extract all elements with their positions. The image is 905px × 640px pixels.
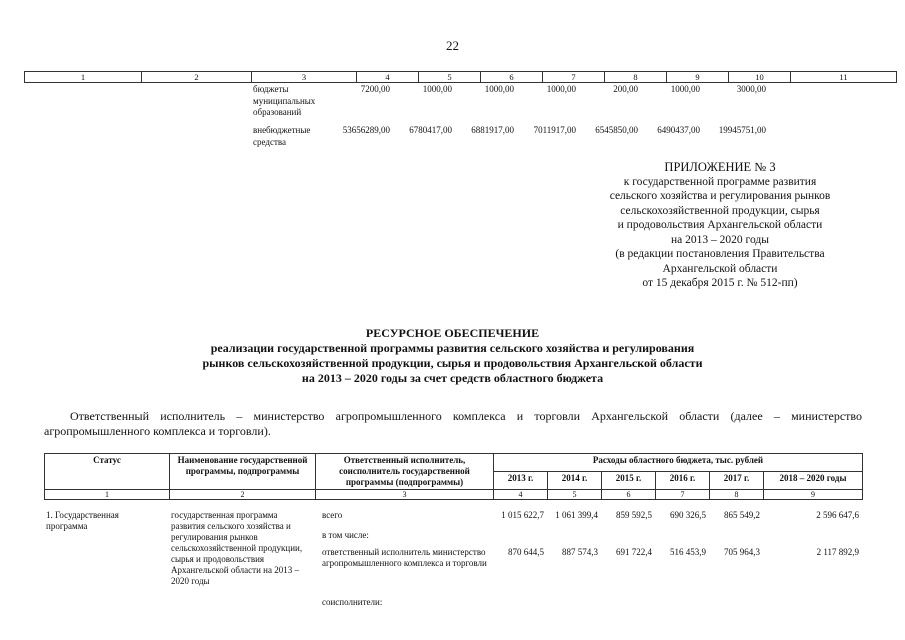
title-line: РЕСУРСНОЕ ОБЕСПЕЧЕНИЕ bbox=[365, 326, 540, 340]
value-cell: 859 592,5 bbox=[616, 510, 652, 520]
header-year: 2015 г. bbox=[602, 472, 656, 490]
col-num: 10 bbox=[729, 72, 791, 83]
appendix-line: и продовольствия Архангельской области bbox=[617, 219, 823, 231]
col-num: 5 bbox=[419, 72, 481, 83]
header-expenses: Расходы областного бюджета, тыс. рублей bbox=[494, 454, 863, 472]
col-num: 9 bbox=[764, 490, 863, 500]
cell-value: 6780417,00 bbox=[409, 125, 452, 135]
cell-value: 1000,00 bbox=[422, 84, 452, 94]
col-num: 2 bbox=[170, 490, 316, 500]
appendix-line: Архангельской области bbox=[662, 262, 778, 275]
cell-value: 7200,00 bbox=[360, 84, 390, 94]
col-num: 1 bbox=[45, 490, 170, 500]
col-num: 7 bbox=[543, 72, 605, 83]
value-cell: 865 549,2 bbox=[724, 510, 760, 520]
cell-value: 200,00 bbox=[613, 84, 638, 94]
col-num: 6 bbox=[481, 72, 543, 83]
header-status: Статус bbox=[45, 454, 170, 490]
cell-value: 53656289,00 bbox=[342, 125, 390, 135]
col-num: 9 bbox=[667, 72, 729, 83]
continuation-table-header bbox=[24, 71, 897, 83]
col-num: 11 bbox=[791, 72, 897, 83]
cell-value: 19945751,00 bbox=[718, 125, 766, 135]
executor-responsible: ответственный исполнитель министерство агропромышленного комплекса и торговли bbox=[322, 547, 487, 568]
executor-including: в том числе: bbox=[322, 530, 369, 540]
col-num: 2 bbox=[142, 72, 252, 83]
cell-value: 6545850,00 bbox=[595, 125, 638, 135]
row-label-offbudget: внебюджетные средства bbox=[253, 125, 311, 147]
title-line: реализации государственной программы развития сельского хозяйства и регулирования bbox=[210, 341, 695, 355]
col-num: 4 bbox=[357, 72, 419, 83]
status-cell: 1. Государственная программа bbox=[46, 510, 119, 531]
value-cell: 2 596 647,6 bbox=[816, 510, 859, 520]
appendix-line: на 2013 – 2020 годы bbox=[671, 233, 769, 246]
col-num: 8 bbox=[710, 490, 764, 500]
value-cell: 691 722,4 bbox=[616, 547, 652, 557]
col-num: 3 bbox=[316, 490, 494, 500]
appendix-line: сельскохозяйственной продукции, сырья bbox=[620, 204, 820, 217]
header-year: 2016 г. bbox=[656, 472, 710, 490]
cell-value: 7011917,00 bbox=[533, 125, 576, 135]
value-cell: 1 015 622,7 bbox=[501, 510, 544, 520]
appendix-line: от 15 декабря 2015 г. № 512-пп) bbox=[642, 277, 798, 289]
header-year: 2014 г. bbox=[548, 472, 602, 490]
page-number: 22 bbox=[446, 38, 459, 53]
cell-value: 6490437,00 bbox=[657, 125, 700, 135]
col-num: 1 bbox=[25, 72, 142, 83]
col-num: 7 bbox=[656, 490, 710, 500]
title-line: на 2013 – 2020 годы за счет средств областного бюджета bbox=[301, 371, 604, 385]
appendix-line: сельского хозяйства и регулирования рынков bbox=[609, 190, 831, 202]
executor-coexecutors: соисполнители: bbox=[322, 597, 383, 607]
col-num: 5 bbox=[548, 490, 602, 500]
value-cell: 690 326,5 bbox=[670, 510, 706, 520]
cell-value: 1000,00 bbox=[484, 84, 514, 94]
title-line: рынков сельскохозяйственной продукции, сырья и продовольствия Архангельской области bbox=[202, 356, 703, 370]
program-name-cell: государственная программа развития сельского хозяйства и регулирования рынков сельскохозяйственной продукции, сырья и продовольствия Архангельской области на 2013 – 2020 годы bbox=[171, 510, 303, 586]
executor-total: всего bbox=[322, 510, 343, 520]
value-cell: 705 964,3 bbox=[724, 547, 760, 557]
resource-table bbox=[44, 453, 863, 500]
intro-paragraph: Ответственный исполнитель – министерство агропромышленного комплекса и торговли Архангельской области (далее – министерство агропромышленного комплекса и торговли). bbox=[44, 409, 862, 438]
value-cell: 870 644,5 bbox=[508, 547, 544, 557]
appendix-line: к государственной программе развития bbox=[623, 175, 817, 188]
value-cell: 887 574,3 bbox=[562, 547, 598, 557]
header-year: 2017 г. bbox=[710, 472, 764, 490]
cell-value: 3000,00 bbox=[736, 84, 766, 94]
value-cell: 516 453,9 bbox=[670, 547, 706, 557]
col-num: 3 bbox=[252, 72, 357, 83]
header-program-name: Наименование государственной программы, подпрограммы bbox=[170, 454, 316, 490]
col-num: 8 bbox=[605, 72, 667, 83]
appendix-block bbox=[560, 160, 880, 291]
header-year: 2013 г. bbox=[494, 472, 548, 490]
row-label-municipal: бюджеты муниципальных образований bbox=[253, 84, 316, 117]
header-year: 2018 – 2020 годы bbox=[764, 472, 863, 490]
value-cell: 1 061 399,4 bbox=[555, 510, 598, 520]
col-num: 4 bbox=[494, 490, 548, 500]
cell-value: 6881917,00 bbox=[471, 125, 514, 135]
document-title bbox=[0, 326, 905, 386]
col-num: 6 bbox=[602, 490, 656, 500]
value-cell: 2 117 892,9 bbox=[816, 547, 859, 557]
cell-value: 1000,00 bbox=[670, 84, 700, 94]
header-executor: Ответственный исполнитель, соисполнитель государственной программы (подпрограммы) bbox=[316, 454, 494, 490]
appendix-heading: ПРИЛОЖЕНИЕ № 3 bbox=[664, 160, 776, 174]
cell-value: 1000,00 bbox=[546, 84, 576, 94]
appendix-line: (в редакции постановления Правительства bbox=[615, 248, 825, 260]
